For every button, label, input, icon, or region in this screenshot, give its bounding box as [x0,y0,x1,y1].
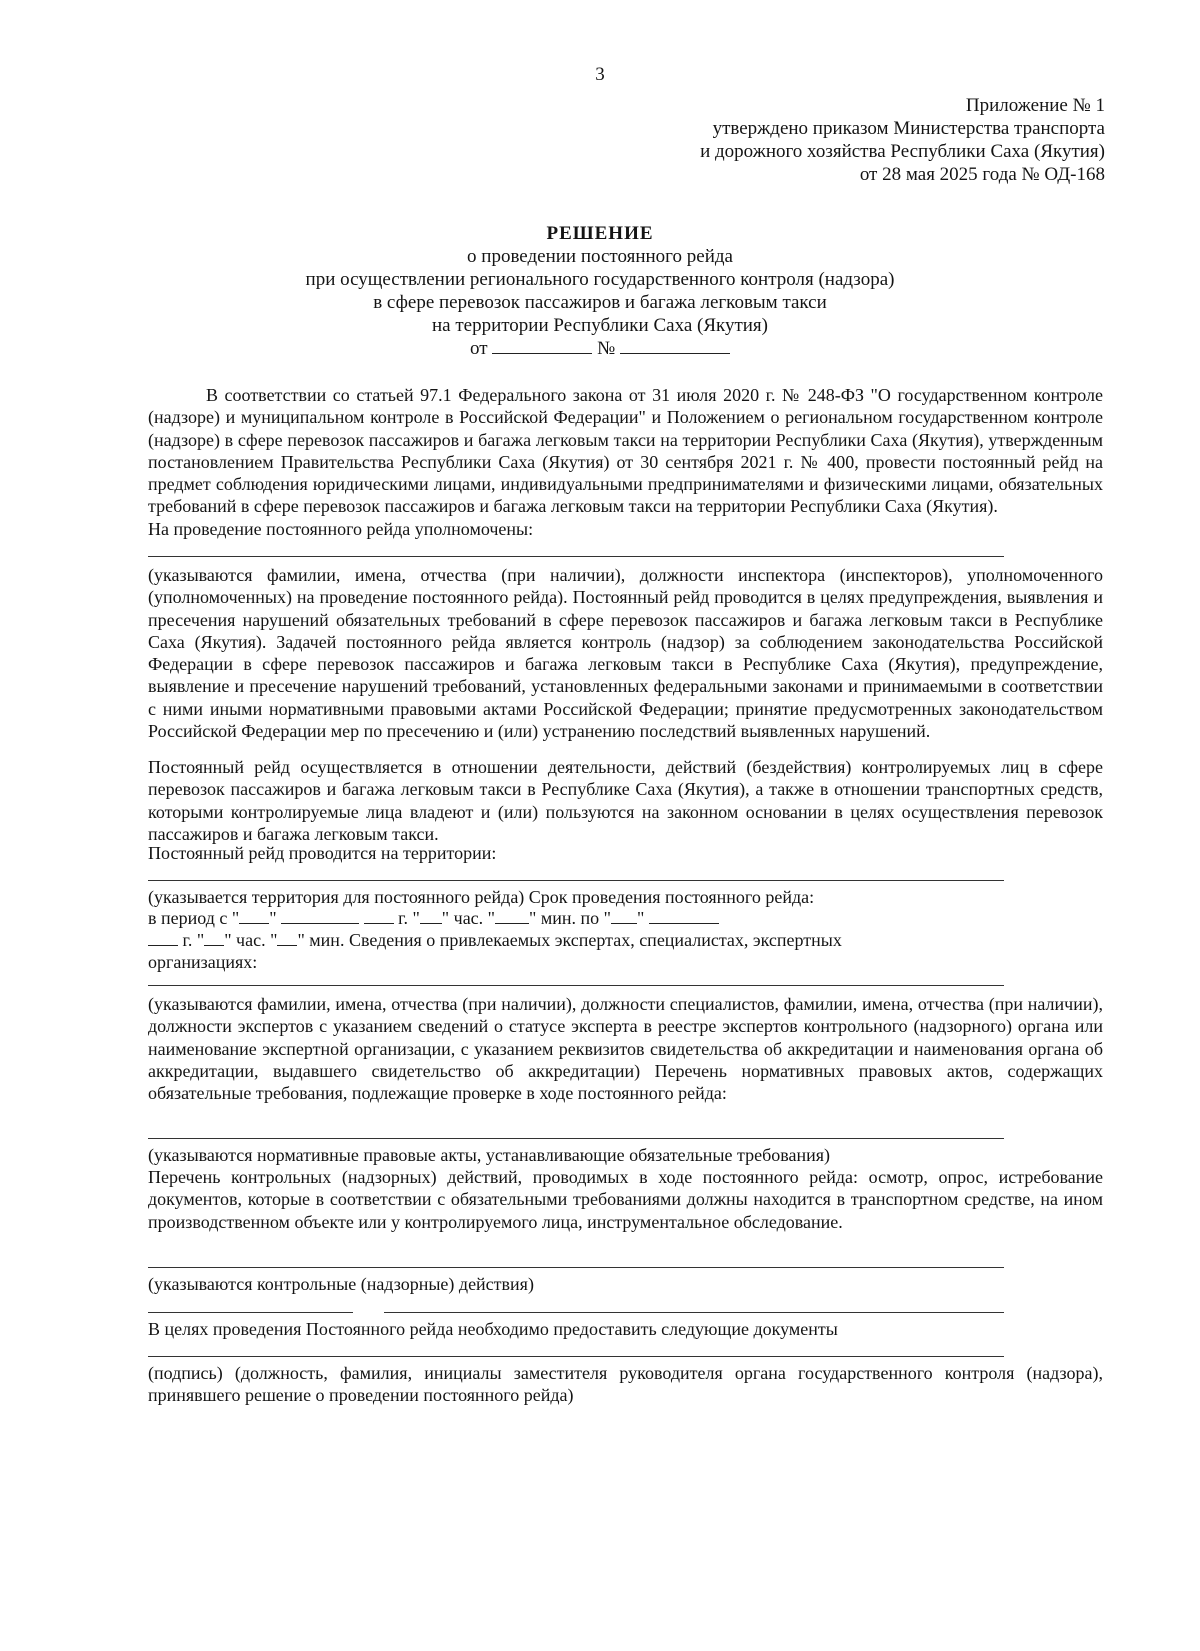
paragraph-inspectors-note: (указываются фамилии, имена, отчества (при наличии), должности инспектора (инспекторов), уполномоченного (уполномоченных) на проведение постоянного рейда). Постоянный рейд проводится в целях предупреждения, выявления и пресечения нарушений обязательных требований в сфере перевозок пассажиров и багажа легковым такси в Республике Саха (Якутия). Задачей постоянного рейда является контроль (надзор) за соблюдением законодательства Российской Федерации в сфере перевозок пассажиров и багажа легковым такси в Республике Саха (Якутия), предупреждение, выявление и пресечение нарушений требований, установленных федеральными законами и принимаемыми в соответствии с ними иными нормативными правовыми актами Российской Федерации; принятие предусмотренных законодательством Российской Федерации мер по пресечению и (или) устранению последствий выявленных нарушений. [148,565,1103,742]
fill-line-legal-acts [148,1138,1004,1139]
title-line-1: о проведении постоянного рейда [467,246,733,267]
paragraph-control-actions-note: (указываются контрольные (надзорные) действия) [148,1274,534,1294]
period-line-2: г. " " час. " " мин. Сведения о привлекаемых экспертах, специалистах, экспертных [148,929,948,951]
title-line-2: при осуществлении регионального государственного контроля (надзора) [305,269,895,290]
title-line-4: на территории Республики Саха (Якутия) [432,315,768,336]
paragraph-documents: В целях проведения Постоянного рейда необходимо предоставить следующие документы [148,1319,838,1339]
paragraph-territory: Постоянный рейд проводится на территории: [148,843,497,863]
fill-line-inspectors [148,556,1004,557]
fill-line-experts [148,985,1004,986]
fill-line-documents-right [384,1312,1004,1313]
fill-line-control-actions [148,1267,1004,1268]
period-line-1: в период с " " г. " " час. " " мин. по " " [148,907,1103,929]
date-number-line: от № [0,337,1200,360]
paragraph-experts-note: (указываются фамилии, имена, отчества (при наличии), должности специалистов, фамилии, имена, отчества (при наличии), должности экспертов с указанием сведений о статусе эксперта в реестре экспертов контрольного (надзорного) органа или наименование экспертной организации, с указанием реквизитов свидетельства об аккредитации и наименования органа об аккредитации, выдавшего свидетельство об аккредитации) Перечень нормативных правовых актов, содержащих обязательные требования, подлежащие проверке в ходе постоянного рейда: [148,994,1103,1104]
title-line-3: в сфере перевозок пассажиров и багажа легковым такси [373,292,827,313]
paragraph-raid-scope: Постоянный рейд осуществляется в отношении деятельности, действий (бездействия) контролируемых лиц в сфере перевозок пассажиров и багажа легковым такси в Республике Саха (Якутия), а также в отношении транспортных средств, которыми контролируемые лица владеют и (или) пользуются на законном основании в целях осуществления перевозок пассажиров и багажа легковым такси. [148,757,1103,844]
date-blank [492,339,592,354]
paragraph-signature-note: (подпись) (должность, фамилия, инициалы заместителя руководителя органа государственного контроля (надзора), принявшего решение о проведении постоянного рейда) [148,1363,1103,1406]
paragraph-territory-note: (указывается территория для постоянного рейда) Срок проведения постоянного рейда: [148,887,815,907]
period-line-3: организациях: [148,952,258,972]
page-number: 3 [595,64,605,85]
appendix-line-1: Приложение № 1 [965,95,1105,116]
document-heading: РЕШЕНИЕ [546,223,654,244]
fill-line-documents-left [148,1312,353,1313]
fill-line-territory [148,880,1004,881]
paragraph-control-actions: Перечень контрольных (надзорных) действий, проводимых в ходе постоянного рейда: осмотр, опрос, истребование документов, которые в соответствии с обязательными требованиями должны находится в транспортном средстве, на ином производственном объекте или у контролируемого лица, инструментальное обследование. [148,1167,1103,1232]
fill-line-signature [148,1356,1004,1357]
paragraph-basis: В соответствии со статьей 97.1 Федерального закона от 31 июля 2020 г. № 248-ФЗ "О государственном контроле (надзоре) и муниципальном контроле в Российской Федерации" и Положением о региональном государственном контроле (надзоре) в сфере перевозок пассажиров и багажа легковым такси на территории Республики Саха (Якутия), утвержденным постановлением Правительства Республики Саха (Якутия) от 30 сентября 2021 г. № 400, провести постоянный рейд на предмет соблюдения юридическими лицами, индивидуальными предпринимателями и физическими лицами, обязательных требований в сфере перевозок пассажиров и багажа легковым такси на территории Республики Саха (Якутия). [148,385,1103,517]
paragraph-authorized: На проведение постоянного рейда уполномочены: [148,519,534,539]
number-blank [620,339,730,354]
paragraph-legal-acts-note: (указываются нормативные правовые акты, устанавливающие обязательные требования) [148,1145,831,1165]
appendix-line-4: от 28 мая 2025 года № ОД-168 [859,164,1105,185]
appendix-line-3: и дорожного хозяйства Республики Саха (Якутия) [700,141,1105,162]
appendix-line-2: утверждено приказом Министерства транспорта [712,118,1105,139]
